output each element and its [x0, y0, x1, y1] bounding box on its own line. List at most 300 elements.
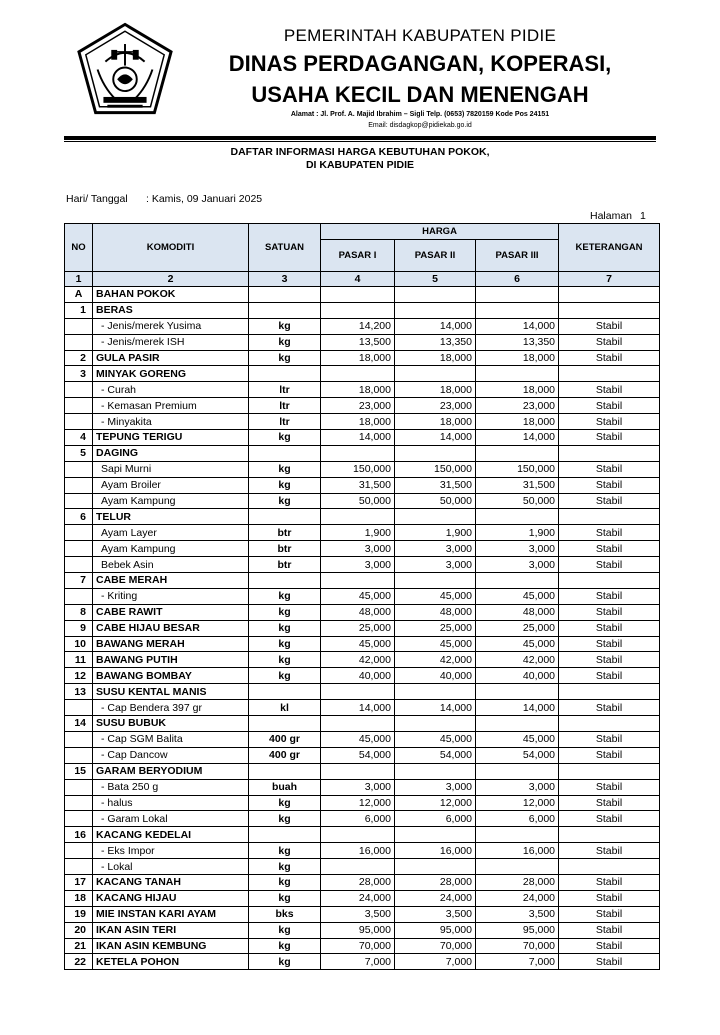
price-pasar-1: 95,000	[321, 922, 395, 938]
unit: kg	[249, 350, 321, 366]
price-pasar-1: 28,000	[321, 874, 395, 890]
price-pasar-1	[321, 684, 395, 700]
commodity-name: - Cap Dancow	[93, 747, 249, 763]
document-title: DAFTAR INFORMASI HARGA KEBUTUHAN POKOK,	[230, 146, 490, 158]
price-pasar-3: 16,000	[476, 843, 559, 859]
commodity-name: BAWANG PUTIH	[93, 652, 249, 668]
table-row	[65, 731, 660, 747]
price-pasar-2: 40,000	[395, 668, 476, 684]
price-pasar-3	[476, 573, 559, 589]
status: Stabil	[559, 747, 660, 763]
row-number	[65, 811, 93, 827]
price-pasar-3: 18,000	[476, 382, 559, 398]
table-row	[65, 414, 660, 430]
unit: kg	[249, 811, 321, 827]
commodity-name: GULA PASIR	[93, 350, 249, 366]
price-pasar-3: 42,000	[476, 652, 559, 668]
row-number: 16	[65, 827, 93, 843]
status	[559, 509, 660, 525]
unit	[249, 445, 321, 461]
unit: bks	[249, 906, 321, 922]
price-pasar-2: 25,000	[395, 620, 476, 636]
letterhead-rule-thick	[64, 136, 656, 140]
row-number: 22	[65, 954, 93, 970]
row-number: 21	[65, 938, 93, 954]
agency-address: Alamat : Jl. Prof. A. Majid Ibrahim – Sigli Telp. (0653) 7820159 Kode Pos 24151	[290, 111, 550, 118]
table-row	[65, 509, 660, 525]
price-pasar-1: 18,000	[321, 382, 395, 398]
table-row	[65, 588, 660, 604]
status	[559, 302, 660, 318]
commodity-name: CABE HIJAU BESAR	[93, 620, 249, 636]
row-number: 1	[65, 302, 93, 318]
price-pasar-1: 45,000	[321, 731, 395, 747]
table-row	[65, 541, 660, 557]
unit: btr	[249, 541, 321, 557]
status: Stabil	[559, 382, 660, 398]
table-row	[65, 811, 660, 827]
price-pasar-3: 7,000	[476, 954, 559, 970]
commodity-name: Ayam Kampung	[93, 493, 249, 509]
col-number: 3	[249, 272, 321, 287]
table-row	[65, 890, 660, 906]
row-number	[65, 747, 93, 763]
price-pasar-3: 18,000	[476, 414, 559, 430]
price-pasar-1: 1,900	[321, 525, 395, 541]
status: Stabil	[559, 636, 660, 652]
agency-name-line1: DINAS PERDAGANGAN, KOPERASI,	[228, 51, 612, 76]
price-pasar-3: 6,000	[476, 811, 559, 827]
unit	[249, 827, 321, 843]
price-pasar-3	[476, 366, 559, 382]
row-number: 14	[65, 716, 93, 732]
row-number: 3	[65, 366, 93, 382]
price-pasar-1: 31,500	[321, 477, 395, 493]
status	[559, 684, 660, 700]
price-pasar-2: 14,000	[395, 318, 476, 334]
status: Stabil	[559, 414, 660, 430]
price-pasar-1: 40,000	[321, 668, 395, 684]
price-pasar-2: 1,900	[395, 525, 476, 541]
price-pasar-1	[321, 287, 395, 303]
price-pasar-3: 54,000	[476, 747, 559, 763]
commodity-name: Bebek Asin	[93, 557, 249, 573]
table-row	[65, 716, 660, 732]
commodity-name: SUSU KENTAL MANIS	[93, 684, 249, 700]
price-pasar-2	[395, 573, 476, 589]
unit: kg	[249, 954, 321, 970]
price-pasar-1: 42,000	[321, 652, 395, 668]
header-komoditi: KOMODITI	[93, 224, 249, 272]
price-pasar-1	[321, 445, 395, 461]
row-number: 18	[65, 890, 93, 906]
unit: kg	[249, 922, 321, 938]
row-number: 4	[65, 430, 93, 446]
unit: kg	[249, 430, 321, 446]
commodity-name: DAGING	[93, 445, 249, 461]
price-pasar-1: 3,000	[321, 541, 395, 557]
table-row	[65, 461, 660, 477]
price-pasar-3	[476, 287, 559, 303]
row-number	[65, 843, 93, 859]
unit: ltr	[249, 414, 321, 430]
table-row	[65, 700, 660, 716]
commodity-name: TEPUNG TERIGU	[93, 430, 249, 446]
commodity-name: - Kriting	[93, 588, 249, 604]
commodity-name: - Minyakita	[93, 414, 249, 430]
price-pasar-3: 23,000	[476, 398, 559, 414]
unit	[249, 302, 321, 318]
price-pasar-1: 48,000	[321, 604, 395, 620]
unit	[249, 509, 321, 525]
col-number: 5	[395, 272, 476, 287]
price-pasar-3: 70,000	[476, 938, 559, 954]
table-row	[65, 604, 660, 620]
price-pasar-2: 70,000	[395, 938, 476, 954]
price-pasar-2: 16,000	[395, 843, 476, 859]
unit: btr	[249, 557, 321, 573]
unit	[249, 287, 321, 303]
unit: kg	[249, 334, 321, 350]
unit: ltr	[249, 398, 321, 414]
commodity-name: MIE INSTAN KARI AYAM	[93, 906, 249, 922]
row-number	[65, 859, 93, 875]
price-pasar-2: 6,000	[395, 811, 476, 827]
price-pasar-2: 54,000	[395, 747, 476, 763]
table-row	[65, 859, 660, 875]
table-row	[65, 430, 660, 446]
price-pasar-2: 7,000	[395, 954, 476, 970]
price-pasar-2: 28,000	[395, 874, 476, 890]
row-number: 15	[65, 763, 93, 779]
commodity-name: - Kemasan Premium	[93, 398, 249, 414]
price-pasar-2	[395, 366, 476, 382]
row-number: 20	[65, 922, 93, 938]
status: Stabil	[559, 461, 660, 477]
status: Stabil	[559, 620, 660, 636]
unit: kg	[249, 477, 321, 493]
price-pasar-3: 12,000	[476, 795, 559, 811]
price-pasar-1: 14,000	[321, 430, 395, 446]
row-number	[65, 731, 93, 747]
price-pasar-2: 12,000	[395, 795, 476, 811]
commodity-name: Ayam Broiler	[93, 477, 249, 493]
price-pasar-2	[395, 445, 476, 461]
commodity-name: KACANG KEDELAI	[93, 827, 249, 843]
commodity-name: - Curah	[93, 382, 249, 398]
status: Stabil	[559, 779, 660, 795]
price-pasar-1	[321, 827, 395, 843]
table-row	[65, 652, 660, 668]
price-pasar-3: 14,000	[476, 430, 559, 446]
agency-name-line2: USAHA KECIL DAN MENENGAH	[251, 82, 589, 107]
status	[559, 859, 660, 875]
price-pasar-2: 42,000	[395, 652, 476, 668]
row-number: 7	[65, 573, 93, 589]
commodity-name: CABE RAWIT	[93, 604, 249, 620]
table-row	[65, 874, 660, 890]
price-pasar-3: 45,000	[476, 731, 559, 747]
table-row	[65, 922, 660, 938]
price-pasar-2: 45,000	[395, 588, 476, 604]
price-pasar-1: 54,000	[321, 747, 395, 763]
price-pasar-1: 13,500	[321, 334, 395, 350]
status: Stabil	[559, 525, 660, 541]
commodity-name: BAWANG BOMBAY	[93, 668, 249, 684]
row-number: 11	[65, 652, 93, 668]
status: Stabil	[559, 604, 660, 620]
price-pasar-1: 7,000	[321, 954, 395, 970]
unit: kg	[249, 652, 321, 668]
commodity-name: - Eks Impor	[93, 843, 249, 859]
status	[559, 716, 660, 732]
price-pasar-2	[395, 509, 476, 525]
price-pasar-3: 45,000	[476, 588, 559, 604]
price-pasar-2: 18,000	[395, 414, 476, 430]
row-number	[65, 779, 93, 795]
price-pasar-3	[476, 716, 559, 732]
table-row	[65, 302, 660, 318]
commodity-name: IKAN ASIN TERI	[93, 922, 249, 938]
price-pasar-2: 95,000	[395, 922, 476, 938]
header-no: NO	[65, 224, 93, 272]
price-pasar-2: 45,000	[395, 636, 476, 652]
commodity-name: - Cap SGM Balita	[93, 731, 249, 747]
price-pasar-3	[476, 859, 559, 875]
status: Stabil	[559, 922, 660, 938]
status: Stabil	[559, 350, 660, 366]
table-row	[65, 557, 660, 573]
commodity-name: SUSU BUBUK	[93, 716, 249, 732]
price-pasar-3	[476, 302, 559, 318]
commodity-name: BERAS	[93, 302, 249, 318]
price-pasar-1: 50,000	[321, 493, 395, 509]
table-row	[65, 684, 660, 700]
price-pasar-3: 3,000	[476, 779, 559, 795]
price-pasar-3	[476, 445, 559, 461]
status: Stabil	[559, 588, 660, 604]
commodity-name: IKAN ASIN KEMBUNG	[93, 938, 249, 954]
price-pasar-3: 28,000	[476, 874, 559, 890]
price-pasar-3: 45,000	[476, 636, 559, 652]
price-pasar-1: 3,500	[321, 906, 395, 922]
price-pasar-2: 14,000	[395, 700, 476, 716]
unit: kg	[249, 493, 321, 509]
date-label: Hari/ Tanggal	[66, 193, 128, 205]
price-pasar-3: 150,000	[476, 461, 559, 477]
price-pasar-3: 13,350	[476, 334, 559, 350]
commodity-name: GARAM BERYODIUM	[93, 763, 249, 779]
row-number: 8	[65, 604, 93, 620]
col-number: 4	[321, 272, 395, 287]
page-number: 1	[640, 210, 646, 222]
price-pasar-2: 3,500	[395, 906, 476, 922]
row-number: 17	[65, 874, 93, 890]
table-row	[65, 843, 660, 859]
price-pasar-1: 45,000	[321, 636, 395, 652]
status	[559, 827, 660, 843]
unit: ltr	[249, 382, 321, 398]
col-number: 1	[65, 272, 93, 287]
price-pasar-1: 3,000	[321, 557, 395, 573]
unit: kg	[249, 874, 321, 890]
commodity-name: BAHAN POKOK	[93, 287, 249, 303]
unit: kg	[249, 604, 321, 620]
price-pasar-3: 3,500	[476, 906, 559, 922]
price-pasar-1: 16,000	[321, 843, 395, 859]
table-row	[65, 493, 660, 509]
row-number: 6	[65, 509, 93, 525]
row-number: 5	[65, 445, 93, 461]
price-pasar-3	[476, 509, 559, 525]
commodity-name: - Jenis/merek ISH	[93, 334, 249, 350]
unit: kg	[249, 938, 321, 954]
price-pasar-2: 13,350	[395, 334, 476, 350]
row-number	[65, 525, 93, 541]
unit: kg	[249, 859, 321, 875]
status: Stabil	[559, 890, 660, 906]
row-number: 19	[65, 906, 93, 922]
commodity-name: - Cap Bendera 397 gr	[93, 700, 249, 716]
price-pasar-1: 18,000	[321, 350, 395, 366]
status: Stabil	[559, 954, 660, 970]
price-pasar-1: 18,000	[321, 414, 395, 430]
table-row	[65, 350, 660, 366]
price-pasar-2: 18,000	[395, 350, 476, 366]
row-number	[65, 700, 93, 716]
table-row	[65, 938, 660, 954]
table-row	[65, 795, 660, 811]
commodity-name: KACANG TANAH	[93, 874, 249, 890]
table-row	[65, 334, 660, 350]
commodity-name: - Bata 250 g	[93, 779, 249, 795]
price-pasar-3	[476, 763, 559, 779]
table-body	[65, 287, 660, 970]
price-pasar-1: 70,000	[321, 938, 395, 954]
price-pasar-3	[476, 827, 559, 843]
commodity-name: KETELA POHON	[93, 954, 249, 970]
table-row	[65, 763, 660, 779]
commodity-name: CABE MERAH	[93, 573, 249, 589]
price-pasar-2: 24,000	[395, 890, 476, 906]
unit: kg	[249, 795, 321, 811]
price-pasar-1: 3,000	[321, 779, 395, 795]
table-row	[65, 318, 660, 334]
table-row	[65, 747, 660, 763]
commodity-name: Ayam Kampung	[93, 541, 249, 557]
unit: kg	[249, 588, 321, 604]
status: Stabil	[559, 843, 660, 859]
row-number: 12	[65, 668, 93, 684]
table-row	[65, 366, 660, 382]
commodity-name: - Lokal	[93, 859, 249, 875]
table-row	[65, 573, 660, 589]
price-pasar-2	[395, 859, 476, 875]
price-pasar-2: 45,000	[395, 731, 476, 747]
row-number	[65, 493, 93, 509]
row-number: 13	[65, 684, 93, 700]
table-row	[65, 827, 660, 843]
status: Stabil	[559, 811, 660, 827]
status: Stabil	[559, 318, 660, 334]
status: Stabil	[559, 652, 660, 668]
unit: buah	[249, 779, 321, 795]
table-row	[65, 779, 660, 795]
price-pasar-3: 40,000	[476, 668, 559, 684]
price-pasar-1: 150,000	[321, 461, 395, 477]
row-number: 2	[65, 350, 93, 366]
status: Stabil	[559, 557, 660, 573]
commodity-name: KACANG HIJAU	[93, 890, 249, 906]
table-row	[65, 398, 660, 414]
price-pasar-3: 3,000	[476, 557, 559, 573]
status: Stabil	[559, 938, 660, 954]
unit: kg	[249, 636, 321, 652]
status: Stabil	[559, 334, 660, 350]
unit	[249, 716, 321, 732]
price-pasar-1	[321, 763, 395, 779]
table-row	[65, 954, 660, 970]
regency-seal-icon	[76, 22, 174, 117]
col-number: 7	[559, 272, 660, 287]
status	[559, 366, 660, 382]
col-number: 6	[476, 272, 559, 287]
table-row	[65, 287, 660, 303]
commodity-name: BAWANG MERAH	[93, 636, 249, 652]
status	[559, 573, 660, 589]
row-number	[65, 382, 93, 398]
commodity-name: Ayam Layer	[93, 525, 249, 541]
price-pasar-1: 12,000	[321, 795, 395, 811]
unit: kl	[249, 700, 321, 716]
unit: 400 gr	[249, 731, 321, 747]
price-pasar-1: 45,000	[321, 588, 395, 604]
unit	[249, 366, 321, 382]
table-row	[65, 668, 660, 684]
price-pasar-2: 3,000	[395, 557, 476, 573]
row-number	[65, 334, 93, 350]
price-pasar-2: 14,000	[395, 430, 476, 446]
price-pasar-3: 24,000	[476, 890, 559, 906]
status: Stabil	[559, 430, 660, 446]
row-number	[65, 461, 93, 477]
price-table	[64, 223, 660, 970]
status: Stabil	[559, 398, 660, 414]
status	[559, 763, 660, 779]
unit: 400 gr	[249, 747, 321, 763]
price-pasar-3: 14,000	[476, 318, 559, 334]
status: Stabil	[559, 477, 660, 493]
price-pasar-1	[321, 366, 395, 382]
unit: kg	[249, 668, 321, 684]
commodity-name: - Garam Lokal	[93, 811, 249, 827]
price-pasar-2: 48,000	[395, 604, 476, 620]
table-row	[65, 906, 660, 922]
price-pasar-2: 31,500	[395, 477, 476, 493]
price-pasar-3: 14,000	[476, 700, 559, 716]
table-row	[65, 477, 660, 493]
price-pasar-2: 18,000	[395, 382, 476, 398]
document-subtitle: DI KABUPATEN PIDIE	[305, 159, 415, 171]
price-pasar-1	[321, 509, 395, 525]
row-number	[65, 398, 93, 414]
price-pasar-1	[321, 573, 395, 589]
letterhead-rule-thin	[64, 141, 656, 142]
col-number: 2	[93, 272, 249, 287]
page-indicator	[590, 210, 646, 222]
unit	[249, 763, 321, 779]
price-pasar-2	[395, 287, 476, 303]
